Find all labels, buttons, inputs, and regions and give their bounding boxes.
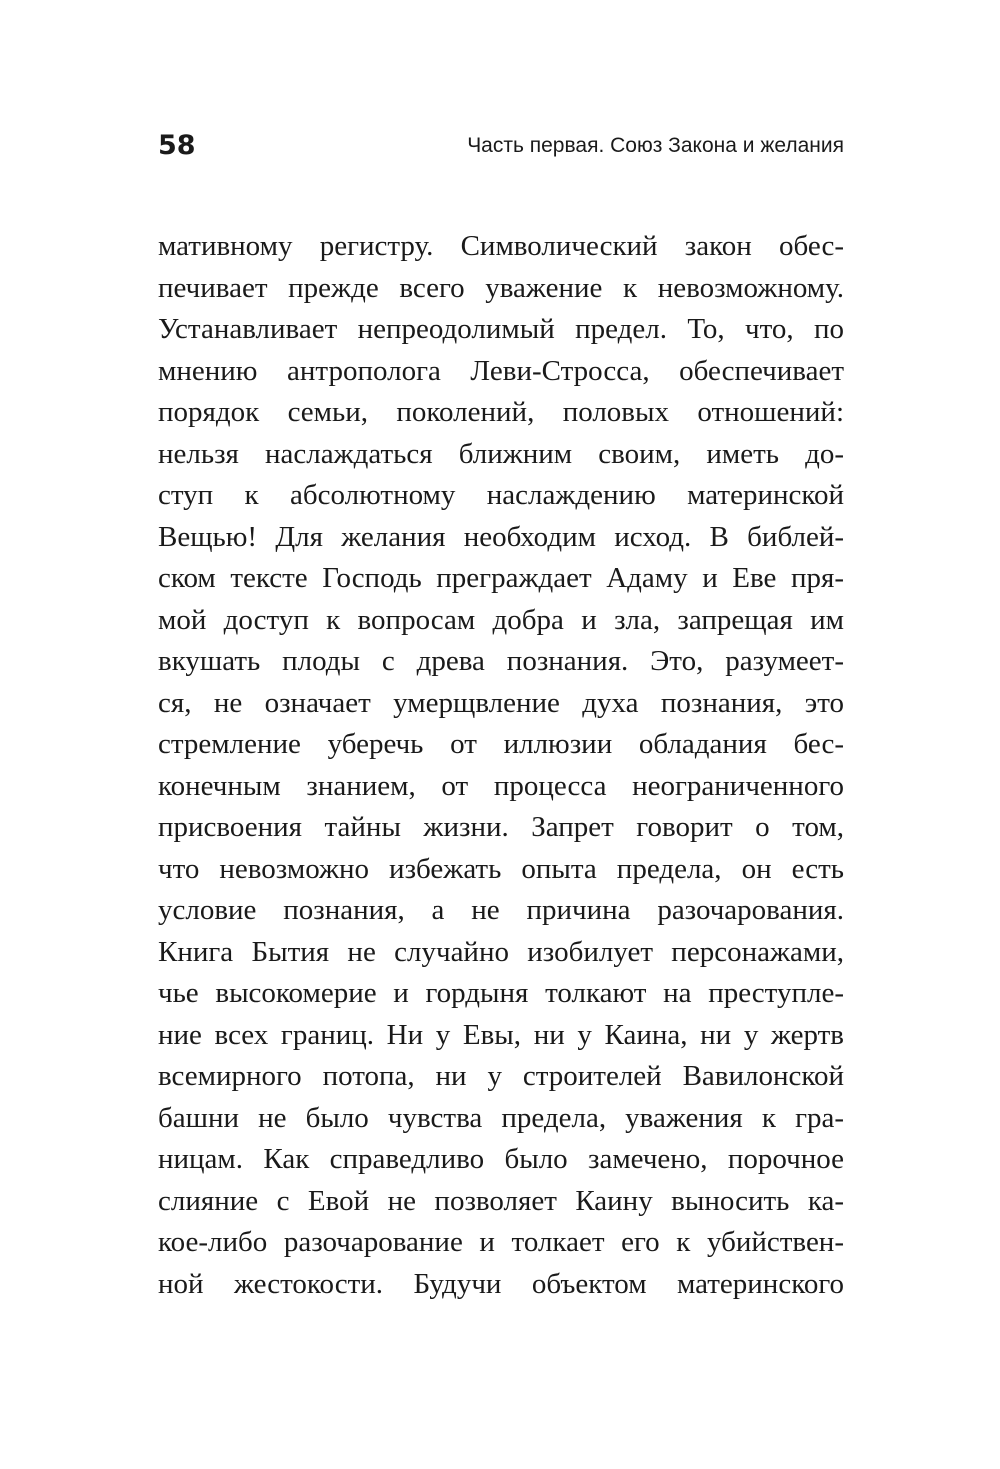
text-line: условие познания, а не причина разочарования. [158, 894, 844, 926]
text-line: ной жестокости. Будучи объектом материнского [158, 1267, 844, 1300]
text-line: ся, не означает умерщвление духа познания, это [158, 686, 844, 719]
text-line: мативному регистру. Символический закон обес- [158, 230, 844, 262]
text-line: Вещью! Для желания необходим исход. В библей- [158, 520, 844, 553]
text-line: Книга Бытия не случайно изобилует персонажами, [158, 935, 844, 968]
text-line: вкушать плоды с древа познания. Это, разумеет- [158, 645, 844, 677]
text-line: нельзя наслаждаться ближним своим, иметь до- [158, 437, 844, 470]
text-line: слияние с Евой не позволяет Каину выносить ка- [158, 1184, 844, 1217]
text-line: мой доступ к вопросам добра и зла, запрещая им [158, 603, 844, 636]
text-line: что невозможно избежать опыта предела, он есть [158, 852, 844, 885]
text-line: порядок семьи, поколений, половых отношений: [158, 396, 844, 428]
text-line: печивает прежде всего уважение к невозможному. [158, 271, 844, 304]
text-line: ступ к абсолютному наслаждению материнской [158, 479, 844, 511]
text-line: Устанавливает непреодолимый предел. То, что, по [158, 313, 844, 345]
text-line: ском тексте Господь преграждает Адаму и Еве пря- [158, 562, 844, 594]
text-line: мнению антрополога Леви-Стросса, обеспечивает [158, 354, 844, 387]
text-line: ние всех границ. Ни у Евы, ни у Каина, ни у жертв [158, 1018, 844, 1051]
text-line: всемирного потопа, ни у строителей Вавилонской [158, 1060, 844, 1092]
text-line: башни не было чувства предела, уважения к гра- [158, 1101, 844, 1134]
text-line: конечным знанием, от процесса неограниченного [158, 769, 844, 802]
page-number: 58 [158, 130, 196, 161]
text-line: кое-либо разочарование и толкает его к убийствен- [158, 1226, 844, 1258]
body-text [158, 226, 844, 1305]
text-line: ницам. Как справедливо было замечено, порочное [158, 1143, 844, 1175]
text-line: чье высокомерие и гордыня толкают на преступле- [158, 977, 844, 1009]
page-header [158, 128, 844, 168]
text-line: присвоения тайны жизни. Запрет говорит о том, [158, 811, 844, 843]
text-line: стремление уберечь от иллюзии обладания бес- [158, 728, 844, 760]
running-head: Часть первая. Союз Закона и желания [467, 134, 844, 157]
